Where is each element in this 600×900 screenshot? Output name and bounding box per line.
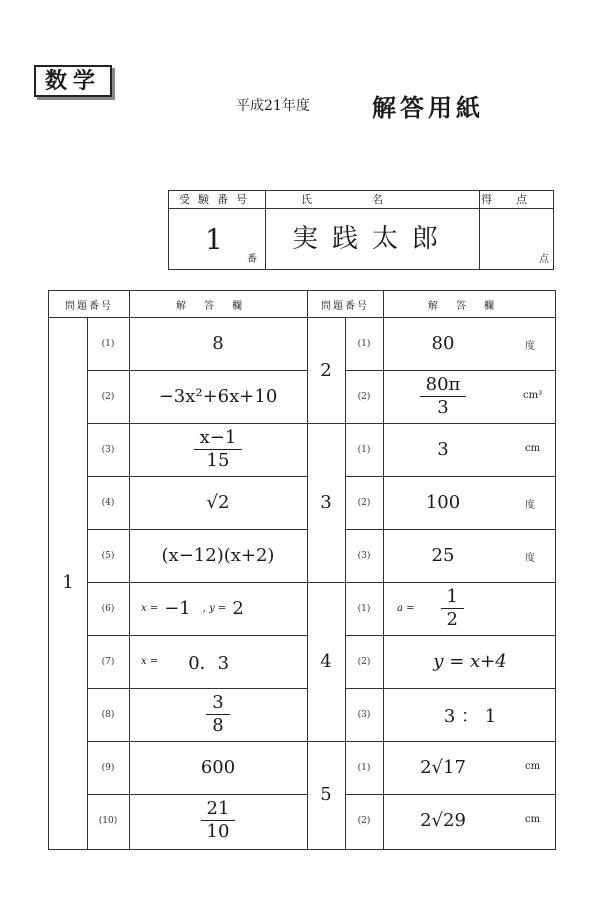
q1-6-answer[interactable]: [129, 582, 307, 635]
q3-2-number: (2): [357, 497, 371, 508]
q1-8-answer[interactable]: [129, 688, 307, 741]
q1-6-number: (6): [101, 603, 115, 614]
q2-1-answer[interactable]: 80: [431, 333, 455, 354]
q4-3-number: (3): [357, 709, 371, 720]
q5-2-answer[interactable]: 2√29: [420, 810, 466, 831]
q1-3-answer[interactable]: [129, 423, 307, 476]
q2-2-denominator: 3: [437, 397, 449, 418]
q1-3-number: (3): [101, 444, 115, 455]
q1-6-y-label: , y =: [202, 603, 227, 614]
q1-10-denominator: 10: [206, 821, 230, 842]
q1-3-denominator: 15: [206, 450, 230, 471]
q3-2-unit: 度: [525, 500, 535, 511]
q1-4-answer[interactable]: √2: [206, 492, 230, 513]
exam-number-header: 受験番号: [169, 191, 265, 209]
question-number-header-left: 問題番号: [65, 300, 113, 312]
q1-7-answer[interactable]: [129, 635, 307, 688]
score-cell[interactable]: [479, 209, 553, 269]
sheet-title: 解答用紙: [372, 93, 484, 122]
q2-2-unit: cm³: [523, 390, 543, 401]
q1-8-fraction: [206, 694, 229, 735]
name-value[interactable]: 実践太郎: [291, 224, 452, 254]
examinee-info-box: [168, 190, 554, 270]
score-header: 得点: [479, 191, 553, 209]
question-4-label: 4: [320, 651, 332, 672]
q1-10-number: (10): [98, 815, 118, 826]
q1-7-value: 0．3: [188, 652, 230, 674]
subject-label: 数学: [34, 65, 112, 97]
q4-1-fraction: [441, 588, 464, 629]
question-3-label: 3: [320, 492, 332, 513]
q1-7-number: (7): [101, 656, 115, 667]
q2-2-fraction: [420, 376, 467, 417]
q4-1-answer[interactable]: [383, 582, 557, 635]
q3-1-answer[interactable]: 3: [437, 439, 449, 460]
q1-4-number: (4): [101, 497, 115, 508]
q1-8-numerator: 3: [206, 694, 229, 715]
question-5-label: 5: [320, 783, 332, 805]
q1-1-number: (1): [101, 338, 115, 349]
q1-5-number: (5): [101, 550, 115, 561]
q2-1-number: (1): [357, 338, 371, 349]
q1-5-answer[interactable]: (x−12)(x+2): [161, 545, 275, 566]
q4-1-denominator: 2: [446, 609, 458, 630]
q4-2-answer[interactable]: y = x+4: [433, 651, 507, 672]
q3-1-unit: cm: [525, 443, 541, 454]
ban-label: 番: [247, 254, 257, 265]
q5-2-unit: cm: [525, 814, 541, 825]
q1-10-numerator: 21: [201, 800, 236, 821]
answer-column-header-left: 解答欄: [176, 300, 260, 312]
answer-grid: [48, 290, 556, 850]
q2-2-answer[interactable]: [383, 370, 503, 423]
exam-number-cell[interactable]: [169, 209, 265, 269]
q1-6-x-label: x =: [141, 603, 159, 614]
q1-1-answer[interactable]: 8: [212, 333, 224, 354]
q4-1-a-label: a =: [397, 603, 415, 614]
q4-1-number: (1): [357, 603, 371, 614]
q2-1-unit: 度: [525, 341, 535, 352]
q1-3-fraction: [194, 429, 243, 470]
q1-8-denominator: 8: [212, 715, 224, 736]
q5-1-number: (1): [357, 762, 371, 773]
q1-9-answer[interactable]: 600: [200, 757, 236, 778]
q4-1-numerator: 1: [441, 588, 464, 609]
q1-7-x-label: x =: [141, 656, 159, 667]
year-label: 平成21年度: [236, 98, 310, 114]
q5-2-number: (2): [357, 815, 371, 826]
q5-1-answer[interactable]: 2√17: [420, 757, 466, 778]
q1-9-number: (9): [101, 762, 115, 773]
q1-2-answer[interactable]: −3x²+6x+10: [158, 386, 278, 407]
q2-2-number: (2): [357, 391, 371, 402]
q4-2-number: (2): [357, 656, 371, 667]
q1-10-fraction: [201, 800, 236, 841]
q3-2-answer[interactable]: 100: [425, 492, 461, 513]
q1-6-y-value: 2: [232, 598, 244, 619]
q1-3-numerator: x−1: [194, 429, 243, 450]
q1-10-answer[interactable]: [129, 794, 307, 847]
question-2-label: 2: [320, 359, 332, 381]
question-1-label: 1: [62, 571, 74, 593]
q3-1-number: (1): [357, 444, 371, 455]
q1-6-x-value: −1: [164, 598, 191, 619]
q3-3-answer[interactable]: 25: [431, 545, 455, 566]
question-number-header-right: 問題番号: [321, 300, 369, 312]
q3-3-unit: 度: [525, 553, 535, 564]
score-unit: 点: [539, 254, 549, 265]
name-header: 氏名: [265, 191, 479, 209]
exam-number-value: 1: [205, 223, 223, 256]
q4-3-answer[interactable]: 3 ： 1: [443, 705, 497, 727]
q1-8-number: (8): [101, 709, 115, 720]
q2-2-numerator: 80π: [420, 376, 467, 397]
answer-column-header-right: 解答欄: [428, 300, 512, 312]
q5-1-unit: cm: [525, 761, 541, 772]
q3-3-number: (3): [357, 550, 371, 561]
q1-2-number: (2): [101, 391, 115, 402]
